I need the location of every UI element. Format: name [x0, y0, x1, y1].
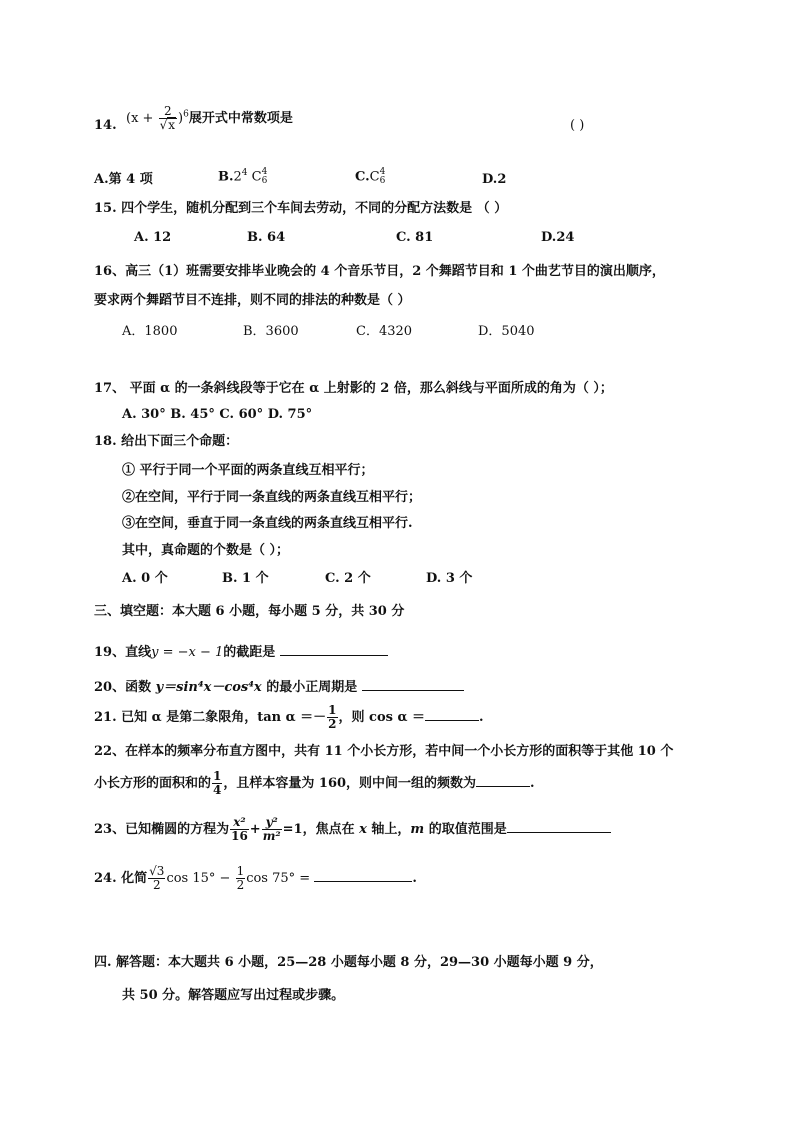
q19-answer-blank[interactable]	[280, 643, 388, 656]
q23-post: 的取值范围是	[424, 822, 507, 837]
q21-line	[94, 704, 484, 731]
q20-answer-blank[interactable]	[362, 678, 464, 691]
q20-pre: 20、函数	[94, 680, 156, 695]
q15-option-d: D.24	[541, 230, 575, 245]
q14-b-c: C	[251, 169, 262, 185]
q24-end: .	[412, 871, 417, 886]
q20-expression: y＝sin⁴x－cos⁴x	[155, 680, 262, 695]
q14-expr-post: )	[178, 111, 184, 126]
q14-expression	[126, 105, 293, 132]
q23-f2-den: m²	[262, 829, 281, 843]
q23-pre: 23、已知椭圆的方程为	[94, 822, 230, 837]
q20-line	[94, 676, 464, 695]
q14-option-a: A.第 4 项	[94, 172, 153, 187]
q21-answer-blank[interactable]	[425, 708, 479, 721]
q24-f1-den: 2	[152, 878, 161, 892]
q14-c-c: C	[369, 169, 380, 185]
q14-c-label: C.	[355, 169, 370, 185]
q19-expression: y = −x − 1	[151, 645, 224, 660]
q19-pre: 19、直线	[94, 645, 152, 660]
q23-mid: 轴上，	[366, 822, 411, 837]
q18-proposition-2: ②在空间，平行于同一条直线的两条直线互相平行；	[122, 490, 422, 505]
q18-proposition-3: ③在空间，垂直于同一条直线的两条直线互相平行.	[122, 516, 413, 531]
q24-minus: −	[215, 871, 235, 886]
q20-post: 的最小正周期是	[261, 680, 358, 695]
q22-end: .	[530, 776, 535, 791]
q16-line2: 要求两个舞蹈节目不连排，则不同的排法的种数是（ ）	[94, 293, 411, 308]
q16-option-c: C．4320	[356, 324, 413, 339]
q19-post: 的截距是	[223, 645, 276, 660]
q14-option-b	[218, 168, 267, 186]
q14-option-c	[355, 168, 385, 186]
q21-frac-num: 1	[328, 703, 337, 717]
q23-fraction-1	[230, 816, 249, 843]
q16-option-b: B．3600	[243, 324, 299, 339]
q24-f1-num: √3	[149, 864, 165, 878]
q15-option-a: A. 12	[134, 230, 172, 245]
q22-frac-num: 1	[213, 769, 222, 783]
q14-b-c-sub: 6	[261, 176, 268, 186]
q14-c-c-sup: 4	[379, 167, 386, 177]
q14-fraction	[159, 105, 177, 132]
q14-number: 14.	[94, 118, 117, 133]
q18-option-c: C. 2 个	[325, 571, 371, 586]
q15-option-b: B. 64	[247, 230, 286, 245]
section-4-line2: 共 50 分。解答题应写出过程或步骤。	[122, 988, 345, 1003]
q16-line1: 16、高三（1）班需要安排毕业晚会的 4 个音乐节目，2 个舞蹈节目和 1 个曲艺节目的演出顺序，	[94, 264, 665, 279]
q15-stem: 15. 四个学生，随机分配到三个车间去劳动，不同的分配方法数是 （ ）	[94, 201, 508, 216]
q24-f2-den: 2	[236, 878, 245, 892]
q23-axis: x	[359, 822, 367, 837]
q14-b-label: B.	[218, 169, 234, 185]
q14-c-c-sub: 6	[379, 176, 386, 186]
q14-radical: √	[159, 118, 168, 132]
q24-line	[94, 865, 417, 892]
q22-line1: 22、在样本的频率分布直方图中，共有 11 个小长方形，若中间一个小长方形的面积等于其他 10 个	[94, 744, 674, 759]
q14-exponent: 6	[183, 109, 189, 120]
q23-f1-den: 16	[231, 829, 248, 843]
q21-frac-den: 2	[328, 717, 337, 731]
q16-option-d: D．5040	[478, 324, 535, 339]
q24-pre: 24. 化简	[94, 871, 148, 886]
q14-frac-den: x	[168, 118, 176, 132]
q24-eq: =	[295, 871, 315, 886]
q22-line2	[94, 770, 535, 797]
q24-cos2: cos 75°	[246, 871, 296, 886]
q24-cos1: cos 15°	[166, 871, 216, 886]
q24-fraction-1	[148, 865, 165, 892]
q21-post: ，则 cos α ＝	[338, 710, 425, 725]
q14-answer-paren: ( )	[570, 118, 585, 133]
q24-f2-num: 1	[236, 864, 245, 878]
q21-fraction	[327, 704, 337, 731]
q22-frac-den: 4	[213, 783, 222, 797]
q18-question: 其中，真命题的个数是（ ）；	[122, 543, 290, 558]
q14-text: 展开式中常数项是	[188, 111, 293, 126]
q23-f2-num: y²	[262, 816, 282, 830]
q24-fraction-2	[236, 865, 246, 892]
q23-fraction-2	[262, 816, 282, 843]
q14-expr-pre: (x +	[126, 111, 154, 126]
q23-answer-blank[interactable]	[507, 820, 611, 833]
section-3-title: 三、填空题：本大题 6 小题，每小题 5 分，共 30 分	[94, 604, 405, 619]
q22-post: ，且样本容量为 160，则中间一组的频数为	[223, 776, 477, 791]
q22-pre: 小长方形的面积和的	[94, 776, 212, 791]
q22-fraction	[212, 770, 222, 797]
q23-plus: +	[249, 822, 261, 837]
q23-eq: =1，焦点在	[282, 822, 360, 837]
q18-option-b: B. 1 个	[222, 571, 269, 586]
q14-option-d: D.2	[482, 172, 507, 187]
q16-option-a: A．1800	[122, 324, 178, 339]
q21-pre: 21. 已知 α 是第二象限角，tan α ＝－	[94, 710, 327, 725]
q24-answer-blank[interactable]	[314, 869, 412, 882]
q14-b-base: 2	[233, 169, 242, 185]
q18-option-d: D. 3 个	[426, 571, 473, 586]
q17-stem: 17、 平面 α 的一条斜线段等于它在 α 上射影的 2 倍，那么斜线与平面所成的角为（ ）；	[94, 381, 613, 396]
q14-frac-num: 2	[159, 105, 177, 119]
section-4-line1: 四. 解答题：本大题共 6 小题，25—28 小题每小题 8 分，29—30 小题每小题 9 分，	[94, 955, 603, 970]
q21-end: .	[479, 710, 484, 725]
q14-b-exp: 4	[241, 168, 248, 179]
q15-option-c: C. 81	[396, 230, 434, 245]
q23-line	[94, 816, 611, 843]
q23-m: m	[410, 822, 425, 837]
q18-stem: 18. 给出下面三个命题：	[94, 434, 239, 449]
q22-answer-blank[interactable]	[476, 774, 530, 787]
q18-proposition-1: ① 平行于同一个平面的两条直线互相平行；	[122, 463, 374, 478]
q23-f1-num: x²	[230, 816, 249, 830]
q14-b-c-sup: 4	[261, 167, 268, 177]
q19-line	[94, 641, 388, 660]
q18-option-a: A. 0 个	[122, 571, 168, 586]
q17-options: A. 30° B. 45° C. 60° D. 75°	[122, 407, 313, 422]
